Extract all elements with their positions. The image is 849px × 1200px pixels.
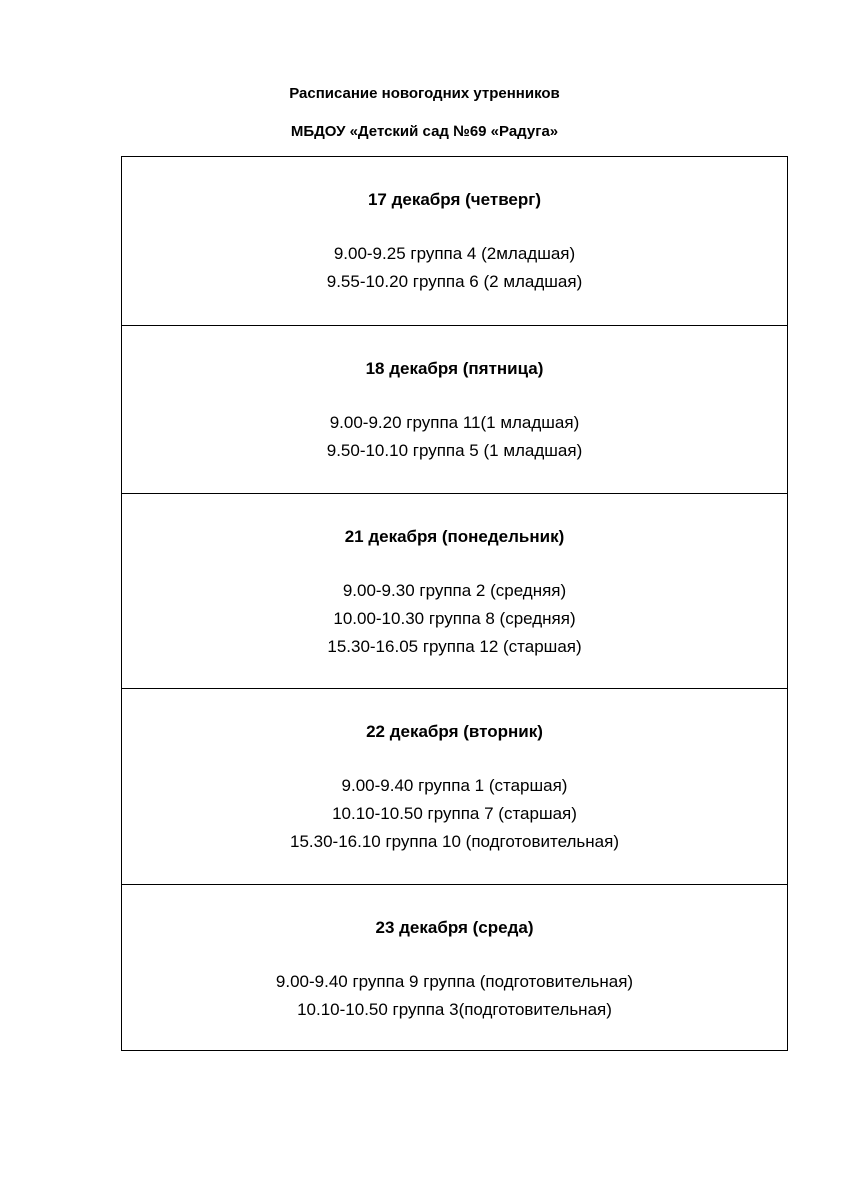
- day-title: 23 декабря (среда): [375, 918, 534, 937]
- session-entry: 9.00-9.30 группа 2 (средняя): [342, 581, 567, 600]
- session-entry: 10.10-10.50 группа 7 (старшая): [332, 804, 577, 823]
- session-entry: 10.00-10.30 группа 8 (средняя): [333, 609, 576, 628]
- day-block-dec-21: [122, 493, 787, 688]
- session-entry: 10.10-10.50 группа 3(подготовительная): [297, 1000, 612, 1019]
- session-entry: 9.00-9.25 группа 4 (2младшая): [333, 244, 576, 263]
- day-title: 22 декабря (вторник): [366, 722, 543, 741]
- session-entry: 15.30-16.05 группа 12 (старшая): [327, 637, 582, 656]
- session-entry: 9.00-9.40 группа 1 (старшая): [341, 776, 568, 795]
- document-title: Расписание новогодних утренников: [289, 85, 560, 102]
- day-block-dec-18: [122, 325, 787, 493]
- day-title: 21 декабря (понедельник): [344, 527, 565, 546]
- session-entry: 9.55-10.20 группа 6 (2 младшая): [326, 272, 583, 291]
- day-block-dec-22: [122, 688, 787, 884]
- day-title: 17 декабря (четверг): [367, 190, 542, 209]
- session-entry: 15.30-16.10 группа 10 (подготовительная): [290, 832, 619, 851]
- session-entry: 9.00-9.40 группа 9 группа (подготовительная): [275, 972, 634, 991]
- day-block-dec-23: [122, 884, 787, 1050]
- schedule-table: [121, 156, 788, 1051]
- day-title: 18 декабря (пятница): [365, 359, 544, 378]
- session-entry: 9.50-10.10 группа 5 (1 младшая): [326, 441, 583, 460]
- session-entry: 9.00-9.20 группа 11(1 младшая): [329, 413, 580, 432]
- day-block-dec-17: [122, 157, 787, 325]
- document-subtitle: МБДОУ «Детский сад №69 «Радуга»: [290, 123, 559, 140]
